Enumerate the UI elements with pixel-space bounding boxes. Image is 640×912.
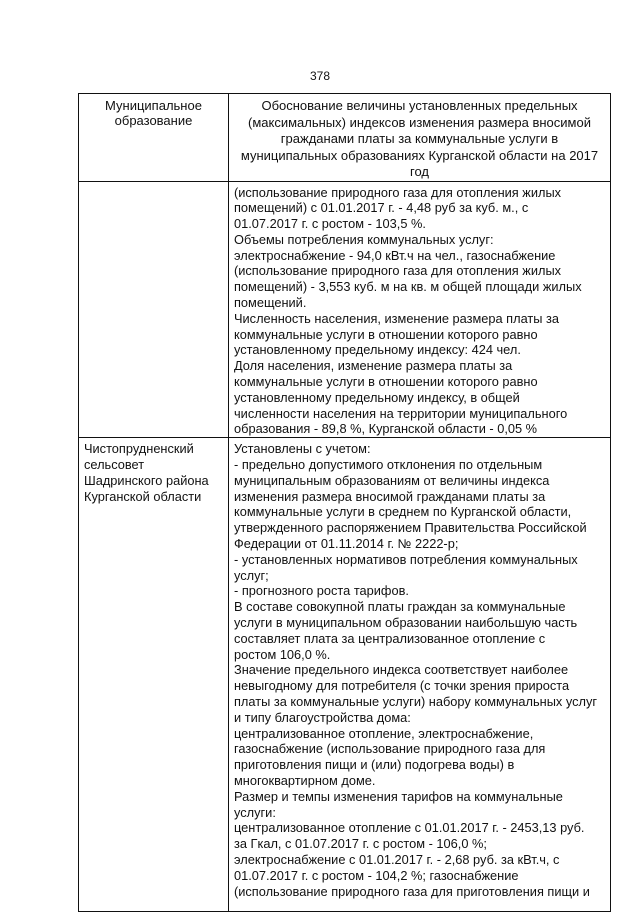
text-line: приготовления пищи и (или) подогрева воды) в — [234, 757, 515, 773]
text-line: сельсовет — [84, 457, 145, 473]
table-header-row — [79, 94, 611, 182]
text-line: централизованное отопление, электроснабжение, — [234, 725, 534, 741]
text-line: установленному предельному индексу, в общей — [234, 389, 520, 405]
text-line: многоквартирном доме. — [234, 772, 376, 788]
header-municipality: Муниципальное образование — [79, 94, 229, 182]
text-line: помещений) - 3,553 куб. м на кв. м общей площади жилых — [234, 279, 582, 295]
text-line: коммунальные услуги в отношении которого равно — [234, 374, 538, 390]
text-line: изменения размера вносимой гражданами платы за — [234, 488, 546, 504]
text-line: Размер и темпы изменения тарифов на коммунальные — [234, 788, 563, 804]
text-line: 01.07.2017 г. с ростом - 104,2 %; газоснабжение — [234, 867, 519, 883]
text-line: помещений) с 01.01.2017 г. - 4,48 руб за куб. м., с — [234, 200, 529, 216]
text-line: газоснабжение (использование природного газа для — [234, 741, 546, 757]
text-line: - установленных нормативов потребления коммунальных — [234, 551, 578, 567]
text-line: услуги в муниципальном образовании наибольшую часть — [234, 615, 578, 631]
text-line: невыгодному для потребителя (с точки зрения прироста — [234, 678, 570, 694]
justification-table — [78, 93, 611, 912]
text-line: платы за коммунальные услуги) набору коммунальных услуг — [234, 694, 598, 709]
justification-cell — [229, 438, 611, 912]
text-line: Объемы потребления коммунальных услуг: — [234, 231, 494, 247]
text-line: ростом 106,0 %. — [234, 646, 331, 662]
text-line: образования - 89,8 %, Курганской области - 0,05 % — [234, 421, 538, 437]
text-line: (использование природного газа для отопления жилых — [234, 263, 562, 279]
text-line: электроснабжение с 01.01.2017 г. - 2,68 руб. за кВт.ч, с — [234, 851, 560, 867]
text-line: численности населения на территории муниципального — [234, 405, 568, 421]
text-line: Установлены с учетом: — [234, 441, 371, 457]
text-line: муниципальным образованиям от величины индекса — [234, 472, 550, 488]
text-line: Численность населения, изменение размера платы за — [234, 310, 560, 326]
text-line: Федерации от 01.11.2014 г. № 2222-р; — [234, 536, 459, 552]
justification-text — [234, 185, 604, 438]
text-line: (использование природного газа для приготовления пищи и — [234, 883, 590, 899]
text-line: установленному предельному индексу: 424 чел. — [234, 342, 521, 358]
text-line: 01.07.2017 г. с ростом - 103,5 %. — [234, 216, 426, 232]
text-line: - предельно допустимого отклонения по отдельным — [234, 457, 543, 473]
text-line: В составе совокупной платы граждан за коммунальные — [234, 599, 566, 615]
text-line: утвержденного распоряжением Правительства Российской — [234, 520, 587, 536]
justification-text — [234, 441, 604, 899]
text-line: за Гкал, с 01.07.2017 г. с ростом - 106,0 %; — [234, 836, 487, 852]
text-line: услуг; — [234, 567, 269, 583]
header-justification: Обоснование величины установленных предельных (максимальных) индексов изменения размера вносимой гражданами платы за коммунальные услуги в муниципальных образованиях Курганской области на 2017 год — [229, 94, 611, 182]
text-line: Значение предельного индекса соответствует наиболее — [234, 662, 569, 678]
text-line: Доля населения, изменение размера платы за — [234, 358, 513, 374]
municipality-cell — [79, 438, 229, 912]
text-line: Шадринского района — [84, 472, 209, 488]
text-line: Чистопрудненский — [84, 441, 194, 457]
text-line: электроснабжение - 94,0 кВт.ч на чел., газоснабжение — [234, 247, 556, 263]
text-line: (использование природного газа для отопления жилых — [234, 184, 562, 200]
table-row — [79, 181, 611, 438]
text-line: централизованное отопление с 01.01.2017 г. - 2453,13 руб. — [234, 820, 585, 836]
text-line: услуги: — [234, 804, 276, 820]
justification-cell — [229, 181, 611, 438]
text-line: коммунальные услуги в отношении которого равно — [234, 326, 538, 342]
text-line: Курганской области — [84, 488, 202, 504]
table-row — [79, 438, 611, 912]
municipality-cell — [79, 181, 229, 438]
text-line: и типу благоустройства дома: — [234, 709, 411, 725]
text-line: помещений. — [234, 295, 307, 311]
municipality-name — [84, 441, 224, 504]
text-line: коммунальные услуги в среднем по Курганской области, — [234, 504, 572, 520]
text-line: - прогнозного роста тарифов. — [234, 583, 409, 599]
text-line: составляет плата за централизованное отопление с — [234, 630, 546, 646]
page-number: 378 — [309, 69, 331, 83]
